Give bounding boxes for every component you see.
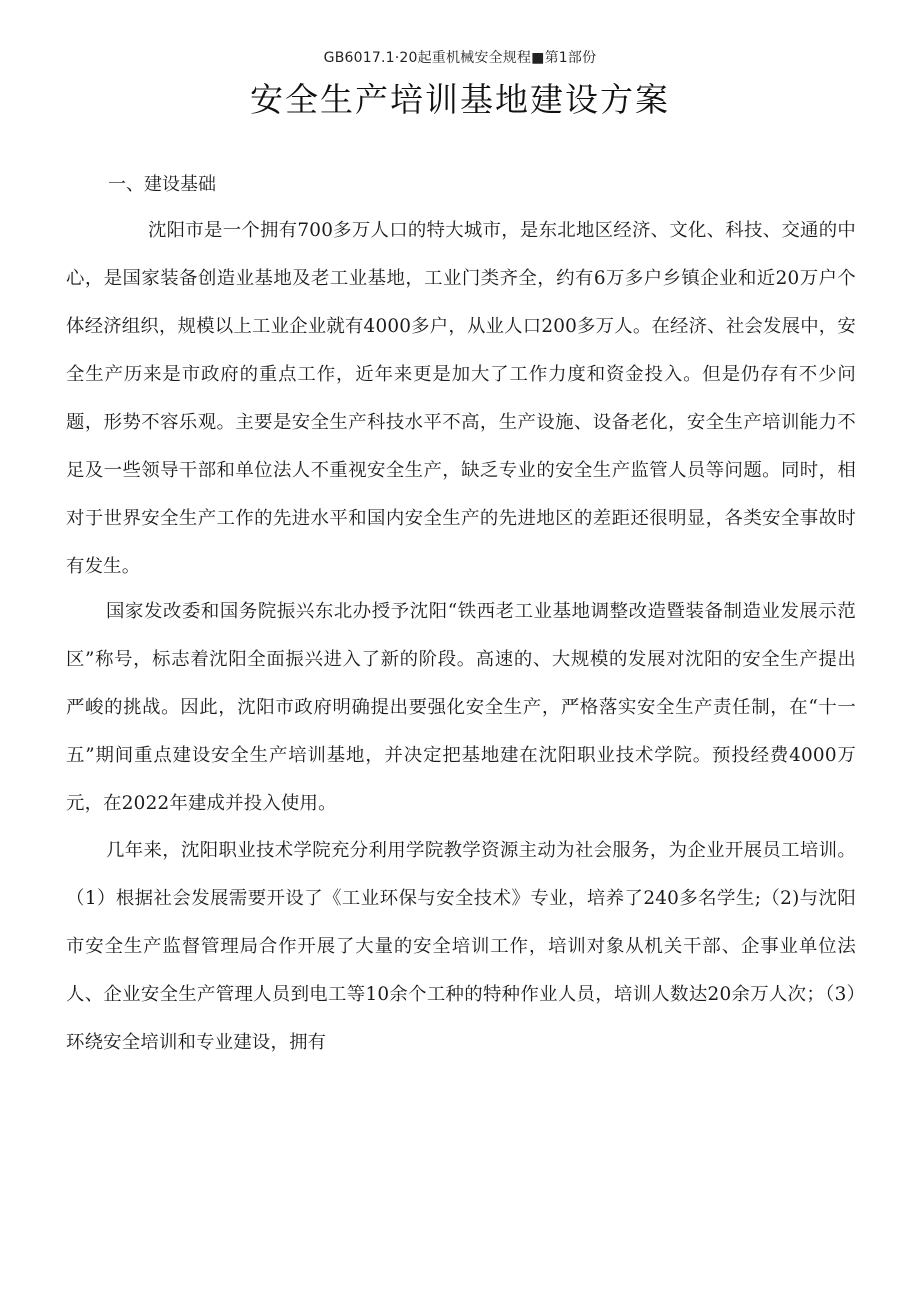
document-title: 安全生产培训基地建设方案 — [250, 80, 670, 119]
paragraph-city-overview: 沈阳市是一个拥有700多万人口的特大城市，是东北地区经济、文化、科技、交通的中心，是国家装备创造业基地及老工业基地，工业门类齐全，约有6万多户乡镇企业和近20万户个体经济组织，规模以上工业企业就有4000多户，从业人口200多万人。在经济、社会发展中，安全生产历来是市政府的重点工作，近年来更是加大了工作力度和资金投入。但是仍存有不少问题，形势不容乐观。主要是安全生产科技水平不高，生产设施、设备老化，安全生产培训能力不足及一些领导干部和单位法人不重视安全生产，缺乏专业的安全生产监管人员等问题。同时，相对于世界安全生产工作的先进水平和国内安全生产的先进地区的差距还很明显，各类安全事故时有发生。 — [66, 220, 857, 577]
paragraph-government-decision: 国家发改委和国务院振兴东北办授予沈阳“铁西老工业基地调整改造暨装备制造业发展示范区”称号，标志着沈阳全面振兴进入了新的阶段。高速的、大规模的发展对沈阳的安全生产提出严峻的挑战。因此，沈阳市政府明确提出要强化安全生产，严格落实安全生产责任制，在“十一五”期间重点建设安全生产培训基地，并决定把基地建在沈阳职业技术学院。预投经费4000万元，在2022年建成并投入使用。 — [66, 601, 856, 814]
section-heading-construction-basis: 一、建设基础 — [108, 174, 216, 195]
running-header: GB6017.1·20起重机械安全规程■第1部份 — [323, 50, 597, 66]
paragraph-college-training: 几年来，沈阳职业技术学院充分利用学院教学资源主动为社会服务，为企业开展员工培训。（1）根据社会发展需要开设了《工业环保与安全技术》专业，培养了240多名学生;（2)与沈阳市安全生产监督管理局合作开展了大量的安全培训工作，培训对象从机关干部、企事业单位法人、企业安全生产管理人员到电工等10余个工种的特种作业人员，培训人数达20余万人次；（3）环绕安全培训和专业建设，拥有 — [66, 840, 856, 1053]
